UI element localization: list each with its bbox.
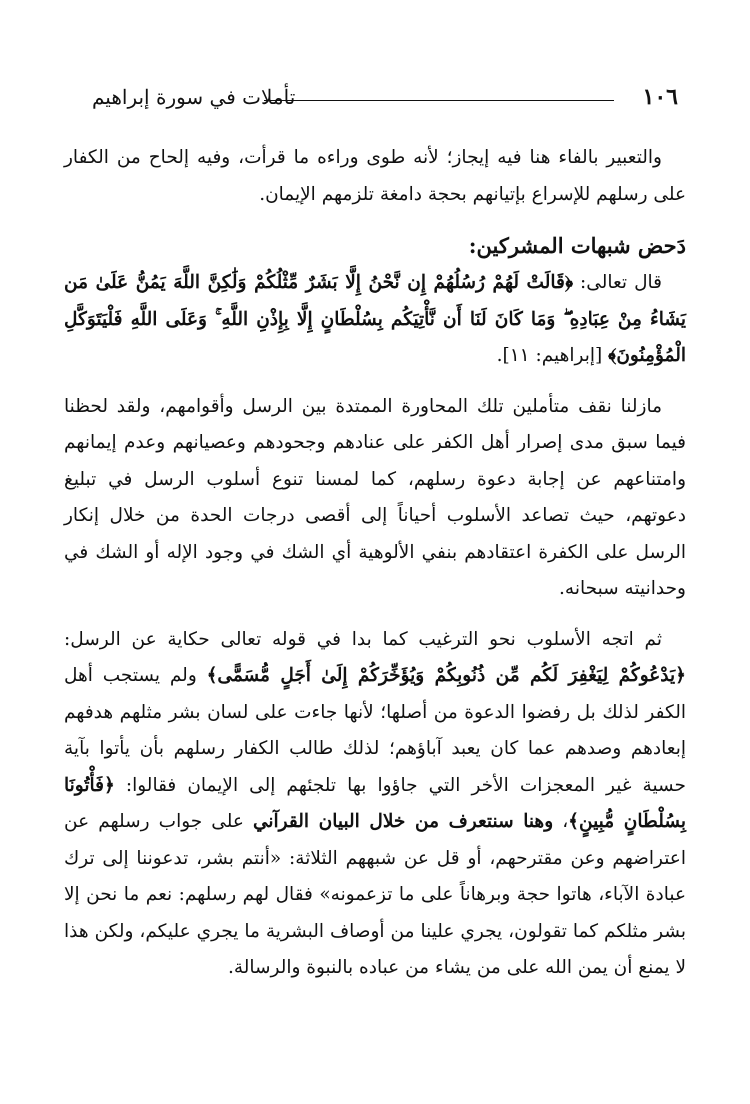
section-heading: دَحض شبهات المشركين: [468,233,686,258]
page-body [64,140,686,987]
running-title: تأملات في سورة إبراهيم [92,85,296,109]
paragraph-4-bold-phrase: وهنا سنتعرف من خلال البيان القرآني [252,811,554,832]
paragraph-4-comma: ، [553,811,569,832]
paragraph-4 [64,622,686,987]
verse-reference: [إبراهيم: ١١]. [496,345,609,366]
page-number: ١٠٦ [642,84,678,110]
header-rule [264,100,614,101]
paragraph-gap [64,213,686,227]
paragraph-gap [64,375,686,389]
paragraph-gap [64,608,686,622]
paragraph-4-part-b: ولم يستجب أهل الكفر لذلك بل رفضوا الدعوة من أصلها؛ لأنها جاءت على لسان بشر مثلهم هدفهم إبعادهم وصدهم عما كان يعبد آباؤهم؛ لذلك طالب الكفار رسلهم بأن يأتوا بآية حسية غير المعجزات الأخر التي جاؤوا بها تلجئهم إلى الإيمان فقالوا: [64,665,686,796]
paragraph-2 [64,265,686,375]
quran-verse-3: ﴿فَأْتُونَا بِسُلْطَانٍ مُّبِينٍ﴾ [64,774,686,832]
paragraph-4-part-d: على جواب رسلهم عن اعتراضهم وعن مقترحهم، أو قل عن شبههم الثلاثة: «أنتم بشر، تدعوننا إلى ترك عبادة الآباء، هاتوا حجة وبرهاناً على ما تزعمونه» فقال لهم رسلهم: نعم ما نحن إلا بشر مثلكم كما تقولون، يجري علينا من أوصاف البشرية ما يجري عليكم، ولكن هذا لا يمنع أن يمن الله على من يشاء من عباده بالنبوة والرسالة. [64,811,686,978]
paragraph-3: مازلنا نقف متأملين تلك المحاورة الممتدة بين الرسل وأقوامهم، ولقد لحظنا فيما سبق مدى إصرار أهل الكفر على عنادهم وجحودهم وعصيانهم وعدم إيمانهم وامتناعهم عن إجابة دعوة رسلهم، كما لمسنا تنوع أسلوب الرسل في تبليغ دعوتهم، حيث تصاعد الأسلوب أحياناً إلى أقصى درجات الحدة من خلال إنكار الرسل على الكفرة اعتقادهم بنفي الألوهية أي الشك في وجود الإله أو الشك في وحدانيته سبحانه. [64,395,686,599]
verse-intro: قال تعالى: [573,272,662,293]
quran-verse-2: ﴿يَدْعُوكُمْ لِيَغْفِرَ لَكُم مِّن ذُنُوبِكُمْ وَيُؤَخِّرَكُمْ إِلَىٰ أَجَلٍ مُّسَمًّى﴾ [206,665,687,686]
paragraph-4-part-a: ثم اتجه الأسلوب نحو الترغيب كما بدا في قوله تعالى حكاية عن الرسل: [64,628,662,650]
page-header [92,82,678,122]
quran-verse-1: ﴿قَالَتْ لَهُمْ رُسُلُهُمْ إِن نَّحْنُ إِلَّا بَشَرٌ مِّثْلُكُمْ وَلَٰكِنَّ اللَّهَ يَمُنُّ عَلَىٰ مَن يَشَاءُ مِنْ عِبَادِهِ ۖ وَمَا كَانَ لَنَا أَن نَّأْتِيَكُم بِسُلْطَانٍ إِلَّا بِإِذْنِ اللَّهِ ۚ وَعَلَى اللَّهِ فَلْيَتَوَكَّلِ الْمُؤْمِنُونَ﴾ [64,272,686,366]
paragraph-1: والتعبير بالفاء هنا فيه إيجاز؛ لأنه طوى وراءه ما قرأت، وفيه إلحاح من الكفار على رسلهم للإسراع بإتيانهم بحجة دامغة تلزمهم الإيمان. [64,147,686,205]
